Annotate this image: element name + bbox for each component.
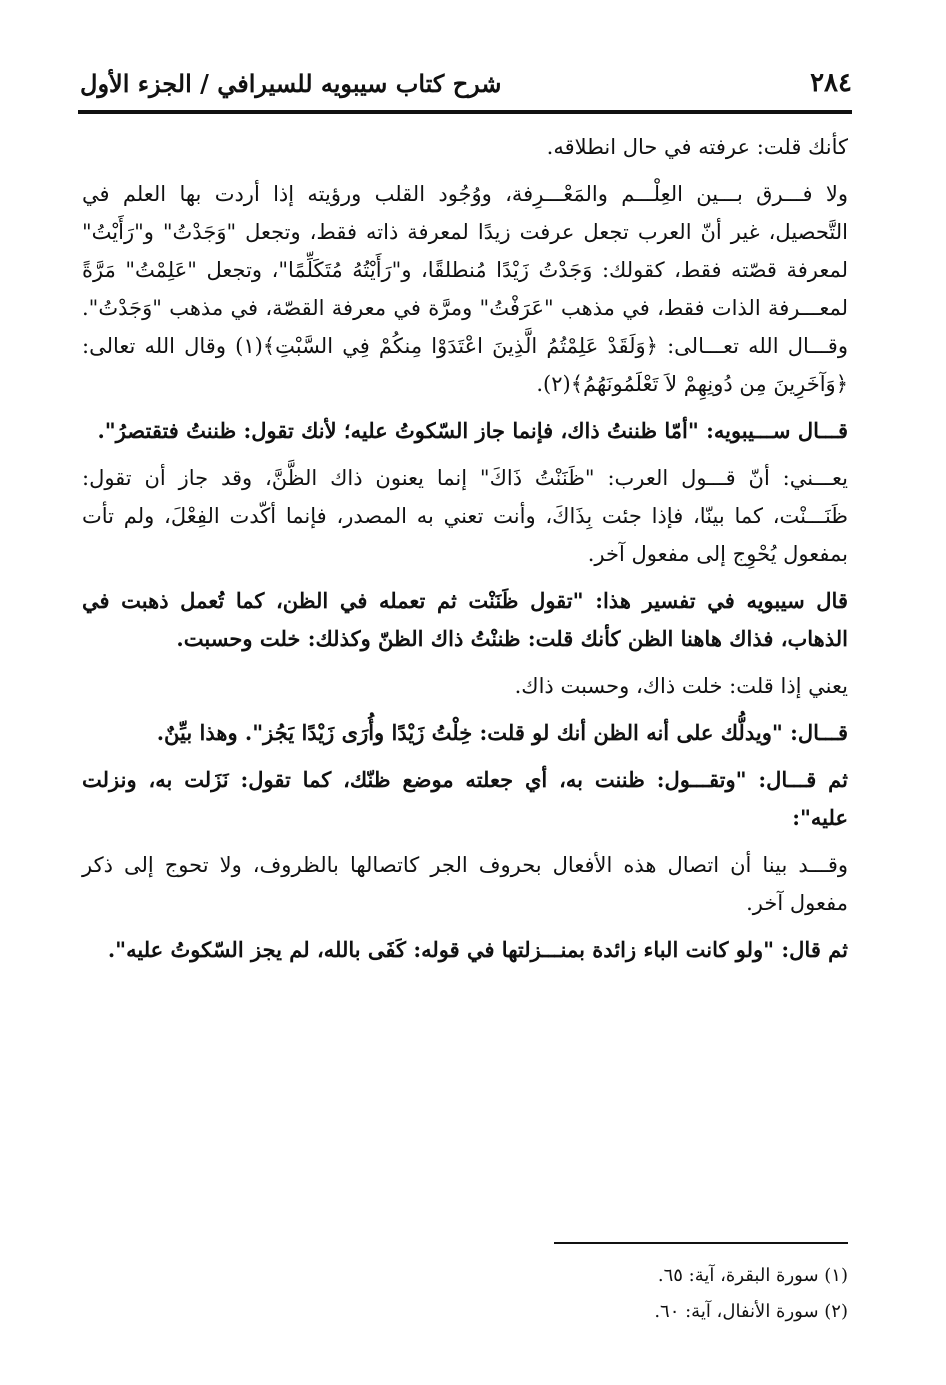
footnote: (١) سورة البقرة، آية: ٦٥. — [657, 1265, 848, 1286]
quotation-paragraph: ثم قـــال: "وتقـــول: ظننت به، أي جعلته موضع ظنّك، كما تقول: نَزَلت به، ونزلت عليه": — [82, 767, 848, 830]
paragraph: يعني إذا قلت: خلت ذاك، وحسبت ذاك. — [514, 674, 848, 698]
footnotes — [82, 1258, 848, 1330]
footnote-divider — [554, 1242, 848, 1244]
page-number: ٢٨٤ — [810, 68, 852, 98]
paragraph: يعـــني: أنّ قـــول العرب: "ظَنَنْتُ ذَاكَ" إنما يعنون ذاك الظَّنَّ، وقد جاز أن تقول: ظَنَـــنْت، كما بينّا، فإذا جئت بِذَاكَ، وأنت تعني به المصدر، فإنما أكّدت الفِعْلَ، ولم تأت بمفعول يُحْوِج إلى مفعول آخر. — [82, 466, 848, 566]
footnote: (٢) سورة الأنفال، آية: ٦٠. — [654, 1301, 848, 1322]
paragraph: وقـــد بينا أن اتصال هذه الأفعال بحروف الجر كاتصالها بالظروف، ولا تحوج إلى ذكر مفعول آخر. — [82, 853, 848, 915]
main-text — [82, 128, 848, 978]
quotation-paragraph: قـــال: "ويدلُّك على أنه الظن أنك لو قلت: خِلْتُ زَيْدًا وأُرَى زَيْدًا يَجُز". وهذا بيِّنٌ. — [156, 720, 848, 745]
quotation-paragraph: ثم قال: "ولو كانت الباء زائدة بمنـــزلتها في قوله: كَفَى بالله، لم يجز السّكوتُ عليه". — [107, 937, 848, 962]
header-divider — [78, 110, 852, 114]
page-header — [80, 58, 852, 108]
paragraph: كأنك قلت: عرفته في حال انطلاقه. — [546, 135, 848, 159]
quotation-paragraph: قال سيبويه في تفسير هذا: "تقول ظَنَنْت ثم تعمله في الظن، كما تُعمل ذهبت في الذهاب، فذاك هاهنا الظن كأنك قلت: ظننْتُ ذاك الظنّ وكذلك: خلت وحسبت. — [82, 588, 848, 651]
quotation-paragraph: قـــال ســـيبويه: "أمّا ظننتُ ذاك، فإنما جاز السّكوتُ عليه؛ لأنك تقول: ظننتُ فتقتصرُ". — [97, 418, 848, 443]
running-title: شرح كتاب سيبويه للسيرافي / الجزء الأول — [80, 68, 502, 98]
paragraph: ولا فـــرق بـــين العِلْـــم والمَعْـــرِفة، ووُجُود القلب ورؤيته إذا أردت بها العلم في التَّحصيل، غير أنّ العرب تجعل عرفت زيدًا لمعرفة ذاته فقط، وتجعل "وَجَدْتُ" و"رَأَيْتُ" لمعرفة قصّته فقط، كقولك: وَجَدْتُ زَيْدًا مُنطلقًا، و"رَأَيْتُهُ مُتَكَلِّمًا"، وتجعل "عَلِمْتُ" مَرَّةً لمعـــرفة الذات فقط، في مذهب "عَرَفْتُ" ومرَّة في معرفة القصّة، في مذهب "وَجَدْتُ". وقـــال الله تعـــالى: ﴿وَلَقَدْ عَلِمْتُمُ الَّذِينَ اعْتَدَوْا مِنكُمْ فِي السَّبْتِ﴾(١) وقال الله تعالى: ﴿وَآخَرِينَ مِن دُونِهِمْ لاَ تَعْلَمُونَهُمُ﴾(٢). — [82, 182, 848, 396]
